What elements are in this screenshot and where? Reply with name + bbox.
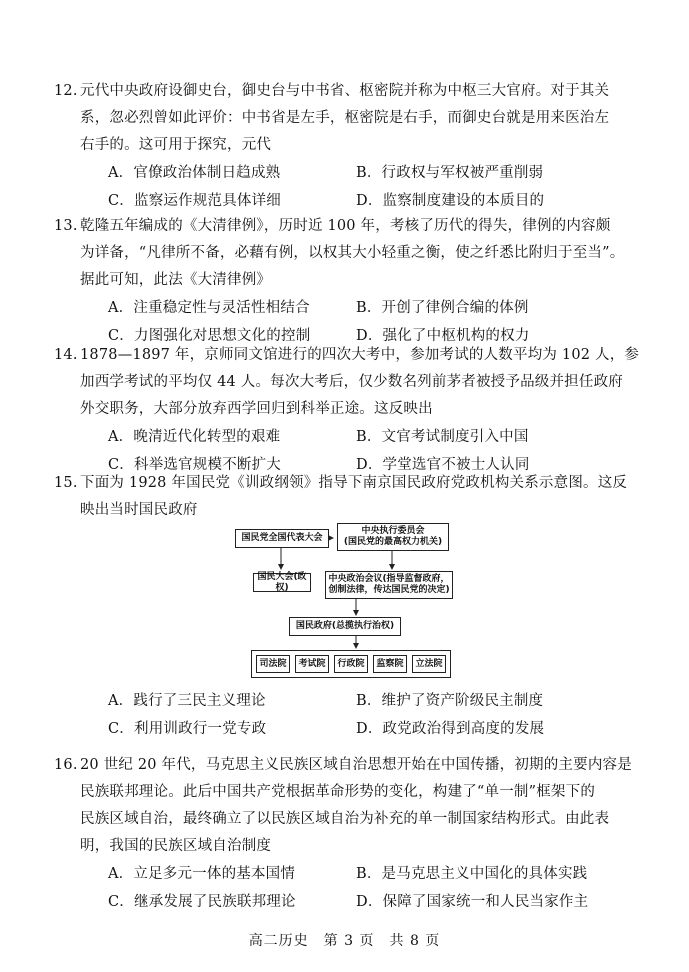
question-text-line: 20 世纪 20 年代，马克思主义民族区域自治思想开始在中国传播，初期的主要内容是 [80,757,632,773]
question-number: 16. [54,757,78,773]
control-yuan-box: 监察院 [373,655,407,673]
option-b[interactable]: B．行政权与军权被严重削弱 [356,165,544,181]
option-d[interactable]: D．学堂选官不被士人认同 [356,457,530,473]
question-number: 14. [54,347,78,363]
question-text-line: 1878—1897 年，京师同文馆进行的四次大考中，参加考试的人数平均为 102 人，参 [80,347,640,363]
question-text-line: 右手的。这可用于探究，元代 [80,137,272,153]
judicial-yuan-box: 司法院 [256,655,290,673]
central-political-council-box: 中央政治会议(指导监督政府， 创制法律，传达国民党的决定) [325,571,453,599]
question-text-line: 映出当时国民政府 [80,502,198,518]
option-c[interactable]: C．科举选官规模不断扩大 [108,457,281,473]
question-13 [54,213,640,350]
option-b[interactable]: B．是马克思主义中国化的具体实践 [356,866,588,882]
option-b[interactable]: B．开创了律例合编的体例 [356,300,529,316]
question-text-line: 据此可知，此法《大清律例》 [80,272,272,288]
options-row [80,294,640,322]
option-b[interactable]: B．文官考试制度引入中国 [356,429,529,445]
question-number: 13. [54,218,78,234]
option-a[interactable]: A．注重稳定性与灵活性相结合 [108,300,310,316]
question-16 [54,752,640,916]
legislative-yuan-box: 立法院 [412,655,446,673]
question-text-line: 元代中央政府设御史台，御史台与中书省、枢密院并称为中枢三大官府。对于其关 [80,83,610,99]
question-text-line: 乾隆五年编成的《大清律例》，历时近 100 年，考核了历代的得失，律例的内容颇 [80,218,611,234]
question-15 [54,470,640,524]
question-text-line: 系，忽必烈曾如此评价：中书省是左手，枢密院是右手，而御史台就是用来医治左 [80,110,610,126]
options-row [80,187,640,215]
option-d[interactable]: D．保障了国家统一和人民当家作主 [356,894,589,910]
question-12 [54,78,640,215]
option-c[interactable]: C．继承发展了民族联邦理论 [108,894,296,910]
options-row [80,888,640,916]
options-row [80,860,640,888]
national-assembly-box: 国民大会(政权) [253,573,311,592]
option-a[interactable]: A．立足多元一体的基本国情 [108,866,296,882]
option-a[interactable]: A．晚清近代化转型的艰难 [108,429,281,445]
option-d[interactable]: D．强化了中枢机构的权力 [356,328,530,344]
executive-yuan-box: 行政院 [334,655,368,673]
question-14 [54,342,640,479]
option-d[interactable]: D．监察制度建设的本质目的 [356,193,545,209]
question-text-line: 明，我国的民族区域自治制度 [80,838,272,854]
organization-diagram [233,520,459,685]
question-text-line: 为详备，“凡律所不备，必藉有例，以权其大小轻重之衡，使之纤悉比附归于至当”。 [80,245,625,261]
options-row [80,159,640,187]
page-footer: 高二历史 第 3 页 共 8 页 [248,933,441,949]
option-c[interactable]: C．利用训政行一党专政 [108,721,267,737]
question-text-line: 下面为 1928 年国民党《训政纲领》指导下南京国民政府党政机构关系示意图。这反 [80,475,628,491]
options-row [80,687,640,715]
options-row [80,423,640,451]
question-15-options [80,687,640,743]
question-number: 15. [54,475,78,491]
option-a[interactable]: A．践行了三民主义理论 [108,693,266,709]
question-text-line: 民族联邦理论。此后中国共产党根据革命形势的变化，构建了“单一制”框架下的 [80,784,596,800]
option-d[interactable]: D．政党政治得到高度的发展 [356,721,545,737]
question-text-line: 外交职务，大部分放弃西学回归到科举正途。这反映出 [80,401,433,417]
examination-yuan-box: 考试院 [295,655,329,673]
party-congress-box: 国民党全国代表大会 [235,529,329,548]
central-executive-committee-box: 中央执行委员会 (国民党的最高权力机关) [337,523,449,551]
question-text-line: 民族区域自治，最终确立了以民族区域自治为补充的单一制国家结构形式。由此表 [80,811,610,827]
question-text-line: 加西学考试的平均仅 44 人。每次大考后，仅少数名列前茅者被授予品级并担任政府 [80,374,623,390]
option-c[interactable]: C．力图强化对思想文化的控制 [108,328,311,344]
national-government-box: 国民政府(总揽执行治权) [289,617,401,636]
option-b[interactable]: B．维护了资产阶级民主制度 [356,693,544,709]
question-number: 12. [54,83,78,99]
five-yuan-container [251,650,451,678]
options-row [80,715,640,743]
option-a[interactable]: A．官僚政治体制日趋成熟 [108,165,281,181]
option-c[interactable]: C．监察运作规范具体详细 [108,193,281,209]
